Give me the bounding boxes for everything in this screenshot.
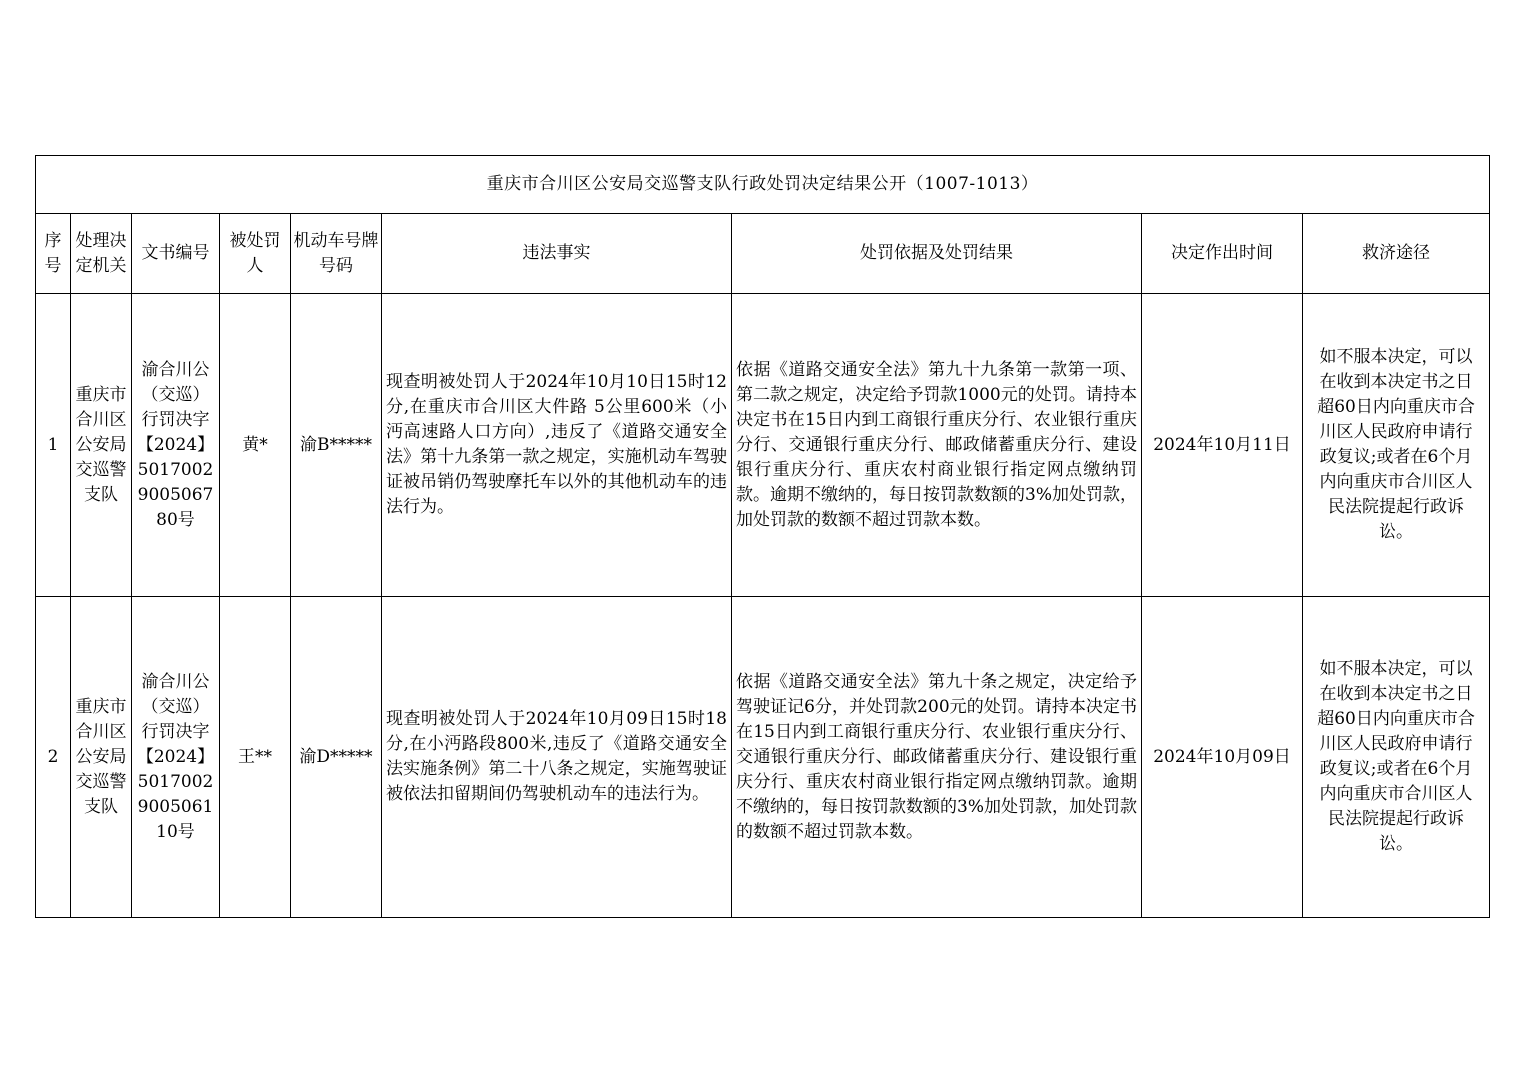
cell-person: 王** [220, 597, 291, 918]
cell-doc-no: 渝合川公（交巡）行罚决字【2024】5017002900506780号 [132, 294, 220, 597]
header-authority: 处理决定机关 [71, 214, 132, 294]
cell-person: 黄* [220, 294, 291, 597]
header-plate: 机动车号牌号码 [291, 214, 382, 294]
penalty-table [35, 155, 1490, 918]
header-date: 决定作出时间 [1142, 214, 1303, 294]
document-title: 重庆市合川区公安局交巡警支队行政处罚决定结果公开（1007-1013） [36, 156, 1490, 214]
header-seq: 序号 [36, 214, 71, 294]
header-facts: 违法事实 [382, 214, 732, 294]
cell-date: 2024年10月11日 [1142, 294, 1303, 597]
table-row [36, 597, 1490, 918]
header-remedy: 救济途径 [1303, 214, 1490, 294]
cell-seq: 2 [36, 597, 71, 918]
header-doc-no: 文书编号 [132, 214, 220, 294]
cell-remedy: 如不服本决定，可以在收到本决定书之日超60日内向重庆市合川区人民政府申请行政复议;或者在6个月内向重庆市合川区人民法院提起行政诉讼。 [1303, 294, 1490, 597]
cell-plate: 渝D***** [291, 597, 382, 918]
header-person: 被处罚人 [220, 214, 291, 294]
cell-date: 2024年10月09日 [1142, 597, 1303, 918]
title-row [36, 156, 1490, 214]
cell-doc-no: 渝合川公（交巡）行罚决字【2024】5017002900506110号 [132, 597, 220, 918]
cell-plate: 渝B***** [291, 294, 382, 597]
cell-seq: 1 [36, 294, 71, 597]
cell-basis: 依据《道路交通安全法》第九十条之规定，决定给予驾驶证记6分，并处罚款200元的处罚。请持本决定书在15日内到工商银行重庆分行、农业银行重庆分行、交通银行重庆分行、邮政储蓄重庆分行、建设银行重庆分行、重庆农村商业银行指定网点缴纳罚款。逾期不缴纳的，每日按罚款数额的3%加处罚款，加处罚款的数额不超过罚款本数。 [732, 597, 1142, 918]
cell-authority: 重庆市合川区公安局交巡警支队 [71, 597, 132, 918]
cell-remedy: 如不服本决定，可以在收到本决定书之日超60日内向重庆市合川区人民政府申请行政复议;或者在6个月内向重庆市合川区人民法院提起行政诉讼。 [1303, 597, 1490, 918]
cell-facts: 现查明被处罚人于2024年10月09日15时18分,在小沔路段800米,违反了《道路交通安全法实施条例》第二十八条之规定，实施驾驶证被依法扣留期间仍驾驶机动车的违法行为。 [382, 597, 732, 918]
cell-facts: 现查明被处罚人于2024年10月10日15时12分,在重庆市合川区大件路 5公里600米（小沔高速路人口方向）,违反了《道路交通安全法》第十九条第一款之规定，实施机动车驾驶证被吊销仍驾驶摩托车以外的其他机动车的违法行为。 [382, 294, 732, 597]
cell-authority: 重庆市合川区公安局交巡警支队 [71, 294, 132, 597]
header-basis: 处罚依据及处罚结果 [732, 214, 1142, 294]
header-row [36, 214, 1490, 294]
table-row [36, 294, 1490, 597]
cell-basis: 依据《道路交通安全法》第九十九条第一款第一项、第二款之规定，决定给予罚款1000元的处罚。请持本决定书在15日内到工商银行重庆分行、农业银行重庆分行、交通银行重庆分行、邮政储蓄重庆分行、建设银行重庆分行、重庆农村商业银行指定网点缴纳罚款。逾期不缴纳的，每日按罚款数额的3%加处罚款，加处罚款的数额不超过罚款本数。 [732, 294, 1142, 597]
